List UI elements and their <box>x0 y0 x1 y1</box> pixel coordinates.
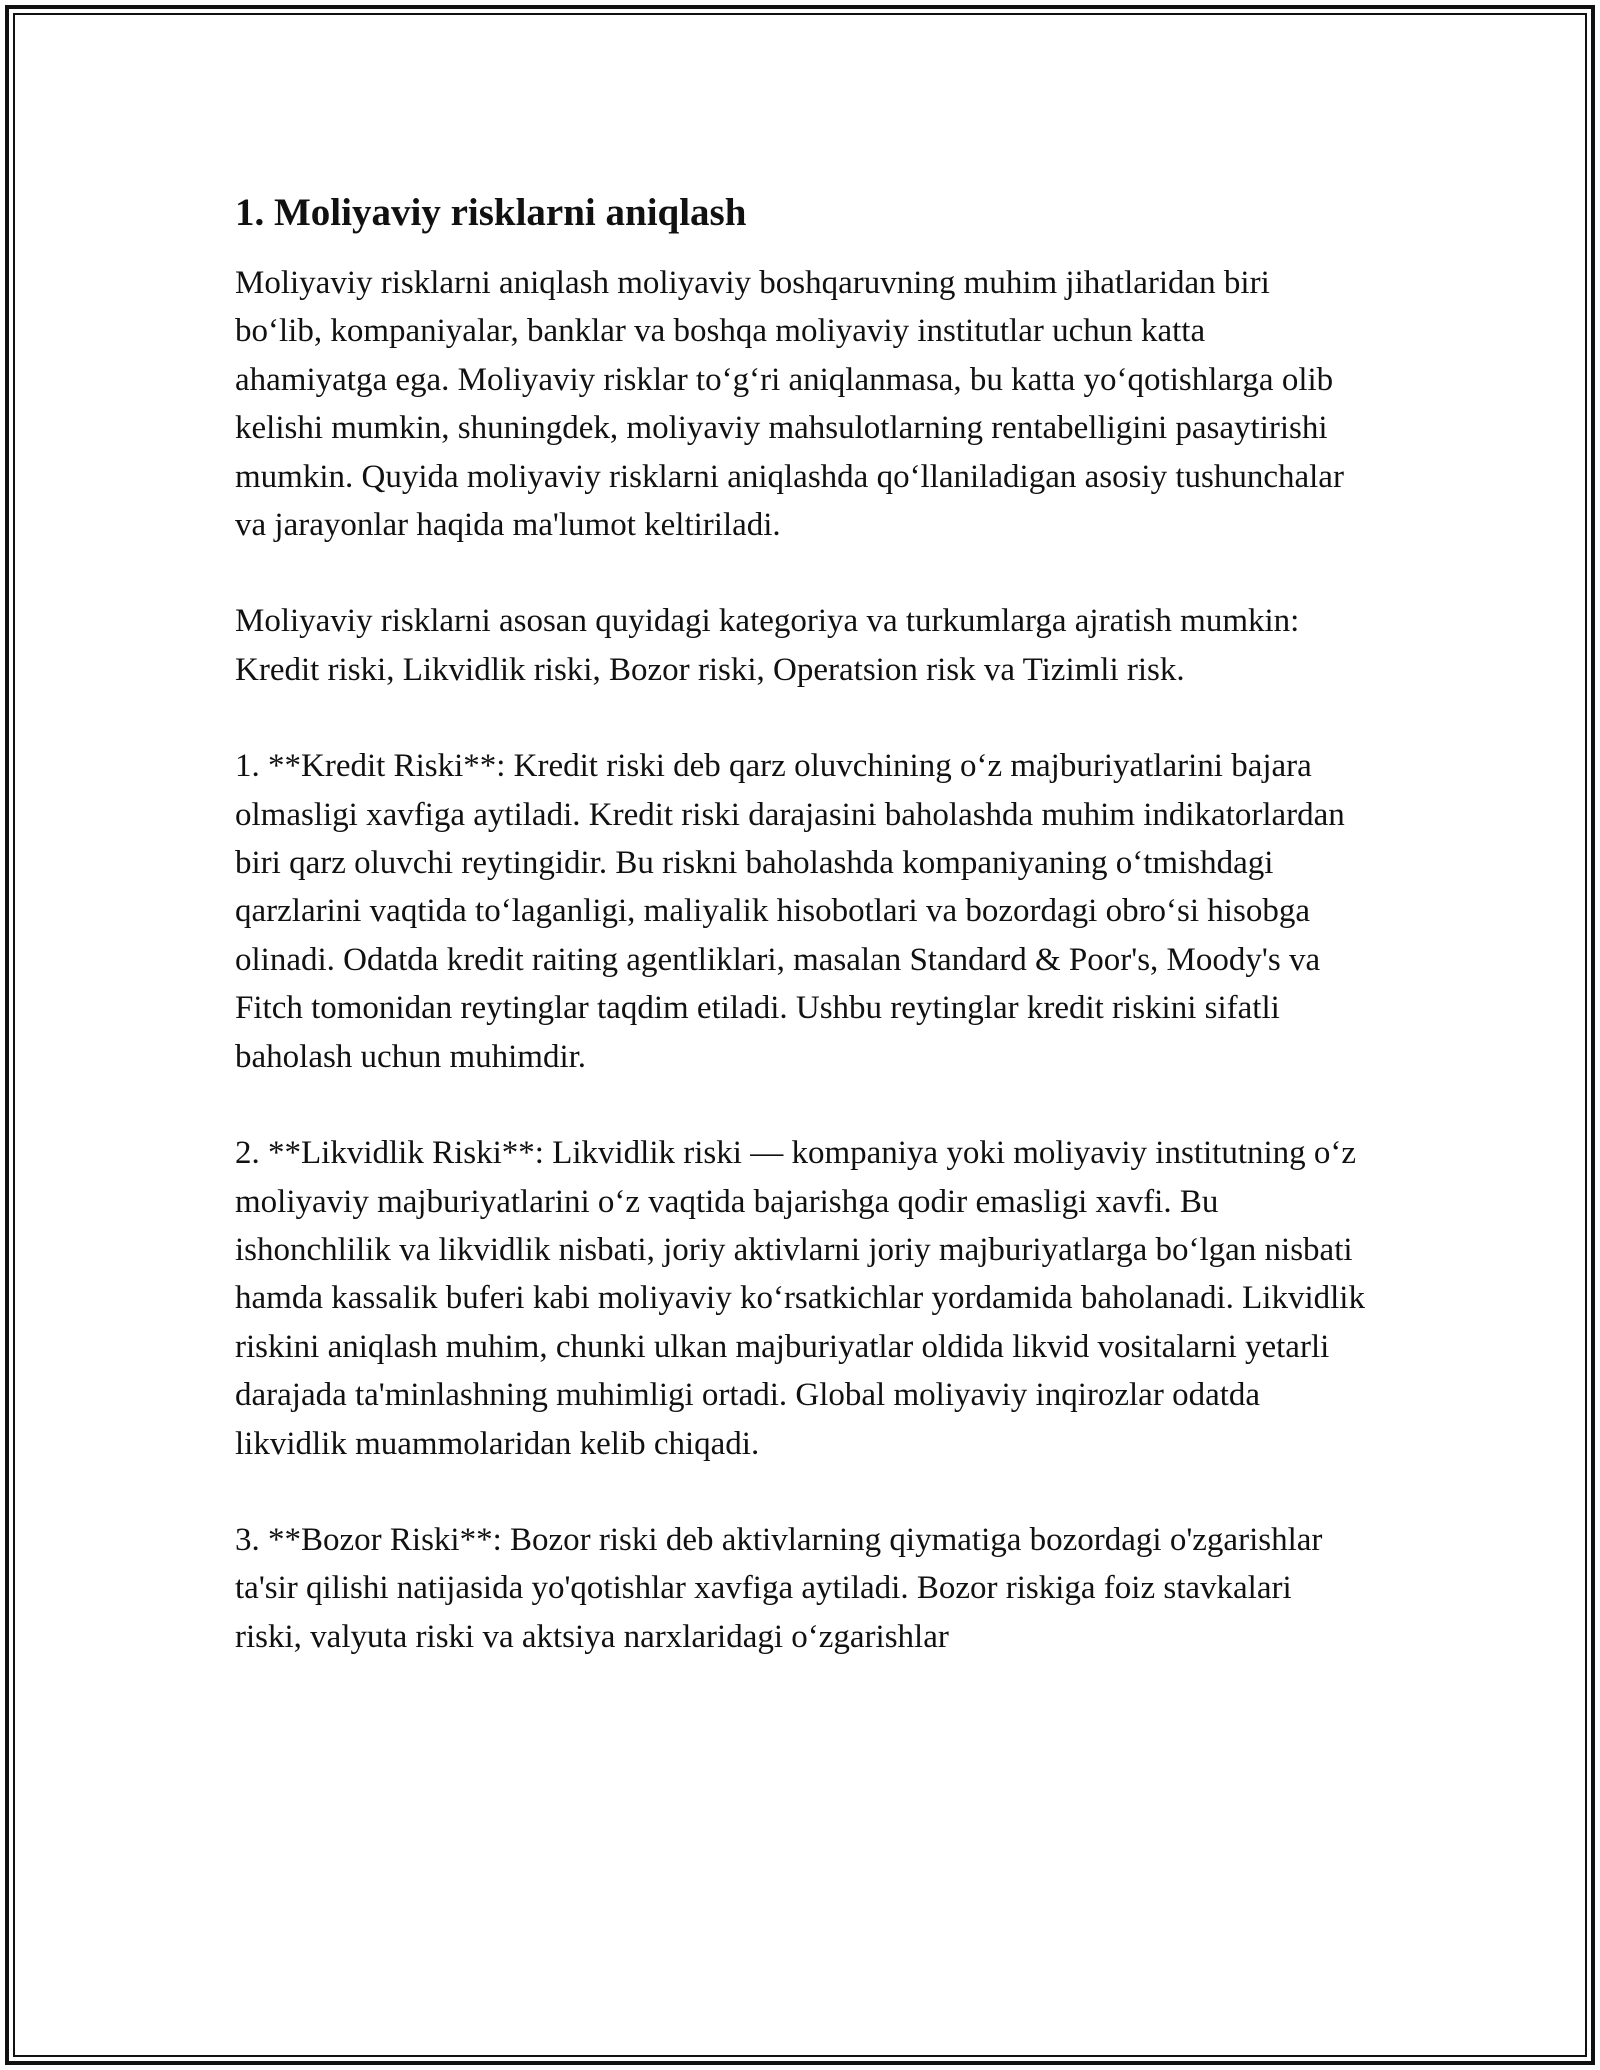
paragraph-categories: Moliyaviy risklarni asosan quyidagi kategoriya va turkumlarga ajratish mumkin: Kredit riski, Likvidlik riski, Bozor riski, Operatsion risk va Tizimli risk. <box>235 603 1300 688</box>
paragraph-credit-risk: 1. **Kredit Riski**: Kredit riski deb qarz oluvchining o‘z majburiyatlarini bajara olmasligi xavfiga aytiladi. Kredit riski darajasini baholashda muhim indikatorlardan biri qarz oluvchi reytingidir. Bu riskni baholashda kompaniyaning o‘tmishdagi qarzlarini vaqtida to‘laganligi, maliyalik hisobotlari va bozordagi obro‘si hisobga olinadi. Odatda kredit raiting agentliklari, masalan Standard & Poor's, Moody's va Fitch tomonidan reytinglar taqdim etiladi. Ushbu reytinglar kredit riskini sifatli baholash uchun muhimdir. <box>235 748 1345 1075</box>
paragraph-intro: Moliyaviy risklarni aniqlash moliyaviy boshqaruvning muhim jihatlaridan biri bo‘lib, kompaniyalar, banklar va boshqa moliyaviy institutlar uchun katta ahamiyatga ega. Moliyaviy risklar to‘g‘ri aniqlanmasa, bu katta yo‘qotishlarga olib kelishi mumkin, shuningdek, moliyaviy mahsulotlarning rentabelligini pasaytirishi mumkin. Quyida moliyaviy risklarni aniqlashda qo‘llaniladigan asosiy tushunchalar va jarayonlar haqida ma'lumot keltiriladi. <box>235 265 1344 544</box>
paragraph-liquidity-risk: 2. **Likvidlik Riski**: Likvidlik riski — kompaniya yoki moliyaviy institutning o‘z moliyaviy majburiyatlarini o‘z vaqtida bajarishga qodir emasligi xavfi. Bu ishonchlilik va likvidlik nisbati, joriy aktivlarni joriy majburiyatlarga bo‘lgan nisbati hamda kassalik buferi kabi moliyaviy ko‘rsatkichlar yordamida baholanadi. Likvidlik riskini aniqlash muhim, chunki ulkan majburiyatlar oldida likvid vositalarni yetarli darajada ta'minlashning muhimligi ortadi. Global moliyaviy inqirozlar odatda likvidlik muammolaridan kelib chiqadi. <box>235 1135 1365 1462</box>
document-body <box>235 185 1365 1709</box>
section-heading: 1. Moliyaviy risklarni aniqlash <box>235 191 747 234</box>
paragraph-market-risk: 3. **Bozor Riski**: Bozor riski deb aktivlarning qiymatiga bozordagi o'zgarishlar ta'sir qilishi natijasida yo'qotishlar xavfiga aytiladi. Bozor riskiga foiz stavkalari riski, valyuta riski va aktsiya narxlaridagi o‘zgarishlar <box>235 1521 1323 1655</box>
